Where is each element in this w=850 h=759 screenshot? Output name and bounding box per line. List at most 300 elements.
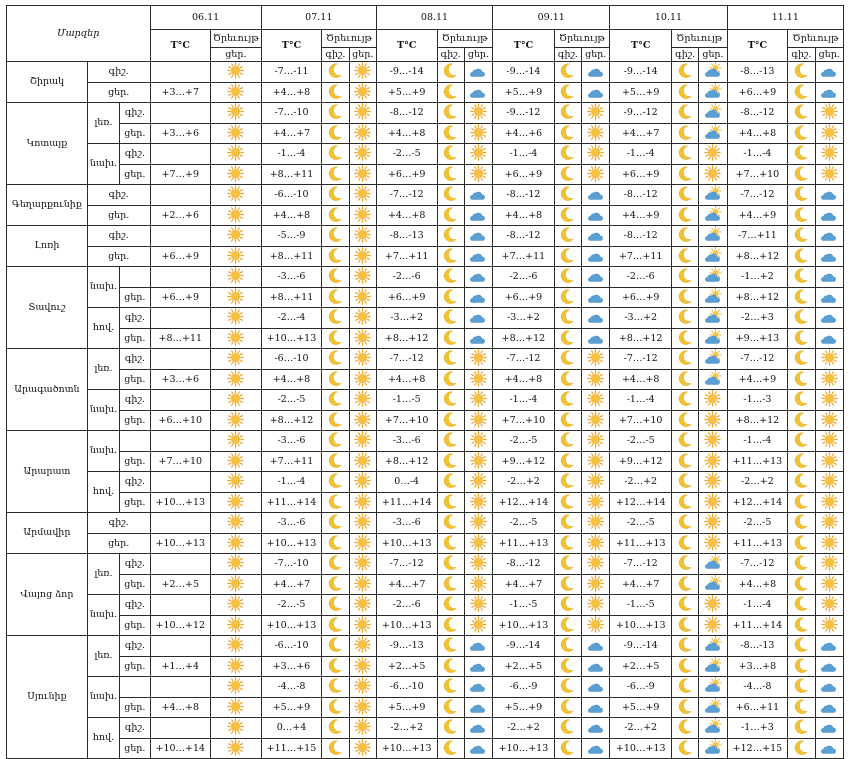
sun-icon <box>350 329 376 349</box>
moon-icon <box>555 718 581 738</box>
weather-icon-cell <box>211 328 262 349</box>
weather-icon-cell <box>788 369 815 390</box>
weather-icon-cell <box>672 615 699 636</box>
moon-icon <box>438 247 464 267</box>
weather-icon-cell <box>464 123 492 144</box>
table-row <box>7 205 844 226</box>
temp-cell: +6…+9 <box>376 164 437 185</box>
sun-icon <box>699 390 726 410</box>
time-of-day: գիշ. <box>120 144 150 165</box>
subregion-label: լեռ. <box>87 349 119 390</box>
moon-icon <box>672 165 698 185</box>
weather-icon-cell <box>349 718 376 739</box>
sun-icon <box>699 513 726 533</box>
weather-icon-cell <box>788 697 815 718</box>
temp-cell <box>150 718 211 739</box>
temp-cell: -1…-4 <box>261 472 322 493</box>
weather-icon-cell <box>699 82 727 103</box>
time-of-day: ցեր. <box>87 205 150 226</box>
sun-icon <box>350 554 376 574</box>
weather-icon-cell <box>554 369 581 390</box>
weather-icon-cell <box>582 574 610 595</box>
time-of-day: գիշ. <box>87 185 150 206</box>
sun-icon <box>211 575 261 595</box>
weather-icon-cell <box>672 267 699 288</box>
table-row <box>7 82 844 103</box>
temp-cell: -2…-5 <box>493 431 555 452</box>
weather-icon-cell <box>554 123 581 144</box>
cloud-icon <box>465 206 492 226</box>
weather-icon-cell <box>437 431 464 452</box>
temp-cell: -1…-4 <box>727 144 788 165</box>
time-of-day: ցեր. <box>120 656 150 677</box>
weather-icon-cell <box>582 369 610 390</box>
sun-icon <box>582 554 609 574</box>
moon-icon <box>788 308 814 328</box>
sun-icon <box>211 124 261 144</box>
cloud-icon <box>465 288 492 308</box>
temp-cell: -3…-6 <box>376 431 437 452</box>
weather-icon-cell <box>437 267 464 288</box>
table-row <box>7 554 844 575</box>
temp-cell: -4…-8 <box>261 677 322 698</box>
weather-icon-cell <box>464 513 492 534</box>
sun-icon <box>816 144 843 164</box>
temp-cell: -9…-12 <box>610 103 672 124</box>
weather-icon-cell <box>211 308 262 329</box>
sun-icon <box>465 513 492 533</box>
moon-icon <box>322 83 348 103</box>
temp-cell: -6…-10 <box>376 677 437 698</box>
temp-cell: -7…-12 <box>610 554 672 575</box>
weather-icon-cell <box>815 656 843 677</box>
moon-icon <box>788 165 814 185</box>
weather-icon-cell <box>788 513 815 534</box>
weather-icon-cell <box>322 656 349 677</box>
temp-cell: -8…-12 <box>610 226 672 247</box>
weather-icon-cell <box>815 554 843 575</box>
weather-icon-cell <box>815 205 843 226</box>
sun-cloud-icon <box>699 349 726 369</box>
sun-icon <box>465 411 492 431</box>
sun-icon <box>465 452 492 472</box>
moon-icon <box>672 575 698 595</box>
time-of-day: ցեր. <box>120 738 150 759</box>
weather-icon-cell <box>582 287 610 308</box>
table-row <box>7 472 844 493</box>
weather-icon-cell <box>322 513 349 534</box>
temp-cell: +5…+9 <box>493 82 555 103</box>
weather-icon-cell <box>788 349 815 370</box>
sun-icon <box>350 165 376 185</box>
weather-icon-cell <box>699 656 727 677</box>
weather-icon-cell <box>322 164 349 185</box>
sun-icon <box>211 554 261 574</box>
moon-icon <box>788 370 814 390</box>
moon-icon <box>672 62 698 82</box>
moon-icon <box>322 554 348 574</box>
temp-cell: -1…-4 <box>610 390 672 411</box>
night-sublabel: գիշ. <box>672 48 699 62</box>
temp-cell: -1…-5 <box>493 595 555 616</box>
sun-cloud-icon <box>699 103 726 123</box>
weather-icon-cell <box>672 390 699 411</box>
weather-icon-cell <box>788 144 815 165</box>
moon-icon <box>555 677 581 697</box>
day-sublabel: ցեր. <box>464 48 492 62</box>
weather-icon-cell <box>699 513 727 534</box>
weather-icon-cell <box>788 636 815 657</box>
weather-icon-cell <box>582 410 610 431</box>
cloud-icon <box>465 677 492 697</box>
cloud-icon <box>816 62 843 82</box>
weather-icon-cell <box>582 390 610 411</box>
region-name: Արմավիր <box>7 513 88 554</box>
date-header-3: 08.11 <box>376 6 492 30</box>
table-row <box>7 308 844 329</box>
weather-icon-cell <box>788 164 815 185</box>
moon-icon <box>438 103 464 123</box>
weather-icon-cell <box>554 718 581 739</box>
temp-col-header: T°C <box>727 30 788 62</box>
weather-icon-cell <box>582 246 610 267</box>
cloud-icon <box>465 718 492 738</box>
weather-icon-cell <box>582 62 610 83</box>
temp-cell: +8…+11 <box>261 246 322 267</box>
weather-icon-cell <box>815 123 843 144</box>
moon-icon <box>672 226 698 246</box>
temp-cell: +7…+10 <box>610 410 672 431</box>
weather-icon-cell <box>815 431 843 452</box>
sun-icon <box>350 718 376 738</box>
sun-cloud-icon <box>699 718 726 738</box>
moon-icon <box>672 124 698 144</box>
weather-icon-cell <box>554 656 581 677</box>
weather-icon-cell <box>788 185 815 206</box>
temp-cell: +7…+10 <box>727 164 788 185</box>
sun-icon <box>211 411 261 431</box>
moon-icon <box>672 452 698 472</box>
time-of-day: ցեր. <box>120 697 150 718</box>
moon-icon <box>555 349 581 369</box>
weather-icon-cell <box>582 718 610 739</box>
time-of-day <box>120 431 150 452</box>
cloud-icon <box>816 329 843 349</box>
cloud-icon <box>582 329 609 349</box>
table-row <box>7 513 844 534</box>
moon-icon <box>322 288 348 308</box>
time-of-day: ցեր. <box>120 410 150 431</box>
state-col-header: Ծրեւույթ <box>322 30 377 48</box>
temp-cell: +3…+6 <box>150 123 211 144</box>
temp-cell: +4…+8 <box>493 205 555 226</box>
weather-icon-cell <box>788 677 815 698</box>
temp-cell: -2…-5 <box>261 390 322 411</box>
sun-icon <box>350 534 376 554</box>
temp-cell: +9…+12 <box>610 451 672 472</box>
moon-icon <box>438 595 464 615</box>
cloud-icon <box>582 288 609 308</box>
weather-icon-cell <box>672 718 699 739</box>
temp-cell: -1…-4 <box>727 431 788 452</box>
moon-icon <box>672 103 698 123</box>
sun-icon <box>816 595 843 615</box>
temp-cell: -7…+11 <box>727 226 788 247</box>
sun-icon <box>211 226 261 246</box>
temp-cell: -9…-14 <box>376 62 437 83</box>
moon-icon <box>555 370 581 390</box>
temp-col-header: T°C <box>261 30 322 62</box>
temp-cell: -7…-10 <box>261 103 322 124</box>
moon-icon <box>672 677 698 697</box>
temp-cell: +12…+14 <box>727 492 788 513</box>
sun-icon <box>350 288 376 308</box>
moon-icon <box>322 739 348 759</box>
temp-cell: +4…+8 <box>376 205 437 226</box>
temp-cell: -2…+2 <box>727 472 788 493</box>
region-name: Արագածոտն <box>7 349 88 431</box>
temp-cell: -1…-5 <box>376 390 437 411</box>
temp-cell: -3…-6 <box>376 513 437 534</box>
weather-icon-cell <box>349 615 376 636</box>
temp-cell: +11…+13 <box>610 533 672 554</box>
temp-cell: +1…+4 <box>150 656 211 677</box>
table-row <box>7 62 844 83</box>
temp-cell: +8…+12 <box>610 328 672 349</box>
weather-icon-cell <box>322 574 349 595</box>
sun-icon <box>816 431 843 451</box>
night-sublabel: գիշ. <box>322 48 349 62</box>
moon-icon <box>788 472 814 492</box>
cloud-icon <box>465 247 492 267</box>
sun-cloud-icon <box>699 206 726 226</box>
weather-icon-cell <box>211 267 262 288</box>
table-row <box>7 697 844 718</box>
sun-icon <box>350 83 376 103</box>
temp-cell: -8…-13 <box>727 62 788 83</box>
weather-icon-cell <box>672 144 699 165</box>
weather-icon-cell <box>349 574 376 595</box>
region-name: Գեղարքունիք <box>7 185 88 226</box>
weather-icon-cell <box>437 144 464 165</box>
weather-icon-cell <box>349 226 376 247</box>
temp-cell: +6…+9 <box>610 287 672 308</box>
temp-cell: +12…+14 <box>610 492 672 513</box>
sun-cloud-icon <box>699 554 726 574</box>
cloud-icon <box>582 698 609 718</box>
temp-cell: +9…+12 <box>493 451 555 472</box>
weather-icon-cell <box>815 677 843 698</box>
weather-icon-cell <box>815 697 843 718</box>
sun-icon <box>211 144 261 164</box>
moon-icon <box>672 657 698 677</box>
sun-icon <box>211 103 261 123</box>
sun-icon <box>816 124 843 144</box>
sun-icon <box>350 103 376 123</box>
weather-icon-cell <box>464 349 492 370</box>
cloud-icon <box>582 185 609 205</box>
table-row <box>7 369 844 390</box>
cloud-icon <box>582 677 609 697</box>
moon-icon <box>322 349 348 369</box>
temp-cell: -6…-10 <box>261 349 322 370</box>
weather-icon-cell <box>699 205 727 226</box>
weather-icon-cell <box>554 144 581 165</box>
moon-icon <box>672 144 698 164</box>
moon-icon <box>438 144 464 164</box>
temp-cell: +4…+8 <box>376 123 437 144</box>
temp-cell: +10…+13 <box>261 533 322 554</box>
temp-cell: -1…-4 <box>493 390 555 411</box>
moon-icon <box>788 595 814 615</box>
weather-icon-cell <box>672 431 699 452</box>
sun-icon <box>211 534 261 554</box>
sun-cloud-icon <box>699 288 726 308</box>
weather-icon-cell <box>582 205 610 226</box>
time-of-day: ցեր. <box>87 246 150 267</box>
sun-icon <box>350 390 376 410</box>
temp-cell: -6…-9 <box>610 677 672 698</box>
sun-icon <box>350 267 376 287</box>
weather-icon-cell <box>788 390 815 411</box>
weather-icon-cell <box>464 62 492 83</box>
temp-cell: +6…+9 <box>150 287 211 308</box>
weather-icon-cell <box>554 246 581 267</box>
time-of-day: ցեր. <box>120 287 150 308</box>
weather-icon-cell <box>211 226 262 247</box>
moon-icon <box>438 636 464 656</box>
night-sublabel: գիշ. <box>554 48 581 62</box>
temp-cell: -3…+2 <box>610 308 672 329</box>
temp-cell: -7…-12 <box>610 349 672 370</box>
weather-icon-cell <box>554 554 581 575</box>
time-of-day: գիշ. <box>120 390 150 411</box>
weather-icon-cell <box>464 246 492 267</box>
weather-icon-cell <box>554 164 581 185</box>
temp-cell: -5…-9 <box>261 226 322 247</box>
weather-icon-cell <box>464 615 492 636</box>
temp-cell: -8…-12 <box>493 185 555 206</box>
weather-icon-cell <box>437 328 464 349</box>
weather-icon-cell <box>211 492 262 513</box>
weather-icon-cell <box>464 554 492 575</box>
moon-icon <box>322 411 348 431</box>
moon-icon <box>788 636 814 656</box>
weather-icon-cell <box>464 738 492 759</box>
weather-icon-cell <box>582 267 610 288</box>
temp-cell: -8…-12 <box>376 103 437 124</box>
moon-icon <box>788 267 814 287</box>
weather-icon-cell <box>554 349 581 370</box>
weather-icon-cell <box>672 369 699 390</box>
temp-cell: -8…-12 <box>493 554 555 575</box>
moon-icon <box>555 267 581 287</box>
temp-cell: +7…+9 <box>150 164 211 185</box>
weather-icon-cell <box>211 697 262 718</box>
temp-cell: +8…+12 <box>727 246 788 267</box>
day-sublabel: ցեր. <box>211 48 262 62</box>
sun-icon <box>582 370 609 390</box>
temp-cell: +8…+12 <box>493 328 555 349</box>
sun-icon <box>211 308 261 328</box>
weather-icon-cell <box>699 697 727 718</box>
temp-cell: +4…+8 <box>261 205 322 226</box>
moon-icon <box>788 616 814 636</box>
cloud-icon <box>582 226 609 246</box>
weather-icon-cell <box>699 615 727 636</box>
weather-icon-cell <box>322 492 349 513</box>
sun-icon <box>582 534 609 554</box>
night-sublabel: գիշ. <box>788 48 815 62</box>
weather-icon-cell <box>211 574 262 595</box>
table-row <box>7 677 844 698</box>
temp-cell: +6…+9 <box>727 82 788 103</box>
weather-icon-cell <box>554 62 581 83</box>
moon-icon <box>322 452 348 472</box>
weather-icon-cell <box>322 595 349 616</box>
temp-cell: -1…-5 <box>610 595 672 616</box>
weather-icon-cell <box>211 144 262 165</box>
moon-icon <box>438 575 464 595</box>
time-of-day: ցեր. <box>120 123 150 144</box>
weather-icon-cell <box>211 410 262 431</box>
sun-icon <box>699 616 726 636</box>
sun-icon <box>816 575 843 595</box>
cloud-icon <box>816 739 843 759</box>
weather-icon-cell <box>349 410 376 431</box>
moon-icon <box>555 554 581 574</box>
temp-cell: +4…+9 <box>610 205 672 226</box>
weather-icon-cell <box>582 656 610 677</box>
time-of-day: ցեր. <box>87 82 150 103</box>
sun-icon <box>211 595 261 615</box>
temp-cell: +10…+13 <box>376 738 437 759</box>
weather-icon-cell <box>349 123 376 144</box>
weather-icon-cell <box>349 369 376 390</box>
weather-icon-cell <box>699 390 727 411</box>
temp-cell: +10…+13 <box>376 533 437 554</box>
weather-icon-cell <box>788 267 815 288</box>
weather-icon-cell <box>672 328 699 349</box>
cloud-icon <box>582 636 609 656</box>
sun-icon <box>582 165 609 185</box>
weather-icon-cell <box>699 328 727 349</box>
sun-icon <box>582 452 609 472</box>
sun-icon <box>211 329 261 349</box>
region-name: Արարատ <box>7 431 88 513</box>
moon-icon <box>788 349 814 369</box>
moon-icon <box>438 206 464 226</box>
temp-cell: +11…+13 <box>727 451 788 472</box>
weather-icon-cell <box>672 226 699 247</box>
sun-icon <box>211 247 261 267</box>
day-sublabel: ցեր. <box>815 48 843 62</box>
moon-icon <box>438 657 464 677</box>
temp-cell: -9…-14 <box>493 62 555 83</box>
moon-icon <box>555 144 581 164</box>
moon-icon <box>672 329 698 349</box>
moon-icon <box>555 226 581 246</box>
temp-cell: +6…+9 <box>493 287 555 308</box>
temp-cell: +4…+7 <box>261 574 322 595</box>
moon-icon <box>672 472 698 492</box>
temp-cell: -3…-6 <box>261 267 322 288</box>
moon-icon <box>672 431 698 451</box>
sun-icon <box>350 575 376 595</box>
moon-icon <box>788 103 814 123</box>
temp-cell: -7…-12 <box>493 349 555 370</box>
weather-icon-cell <box>815 328 843 349</box>
